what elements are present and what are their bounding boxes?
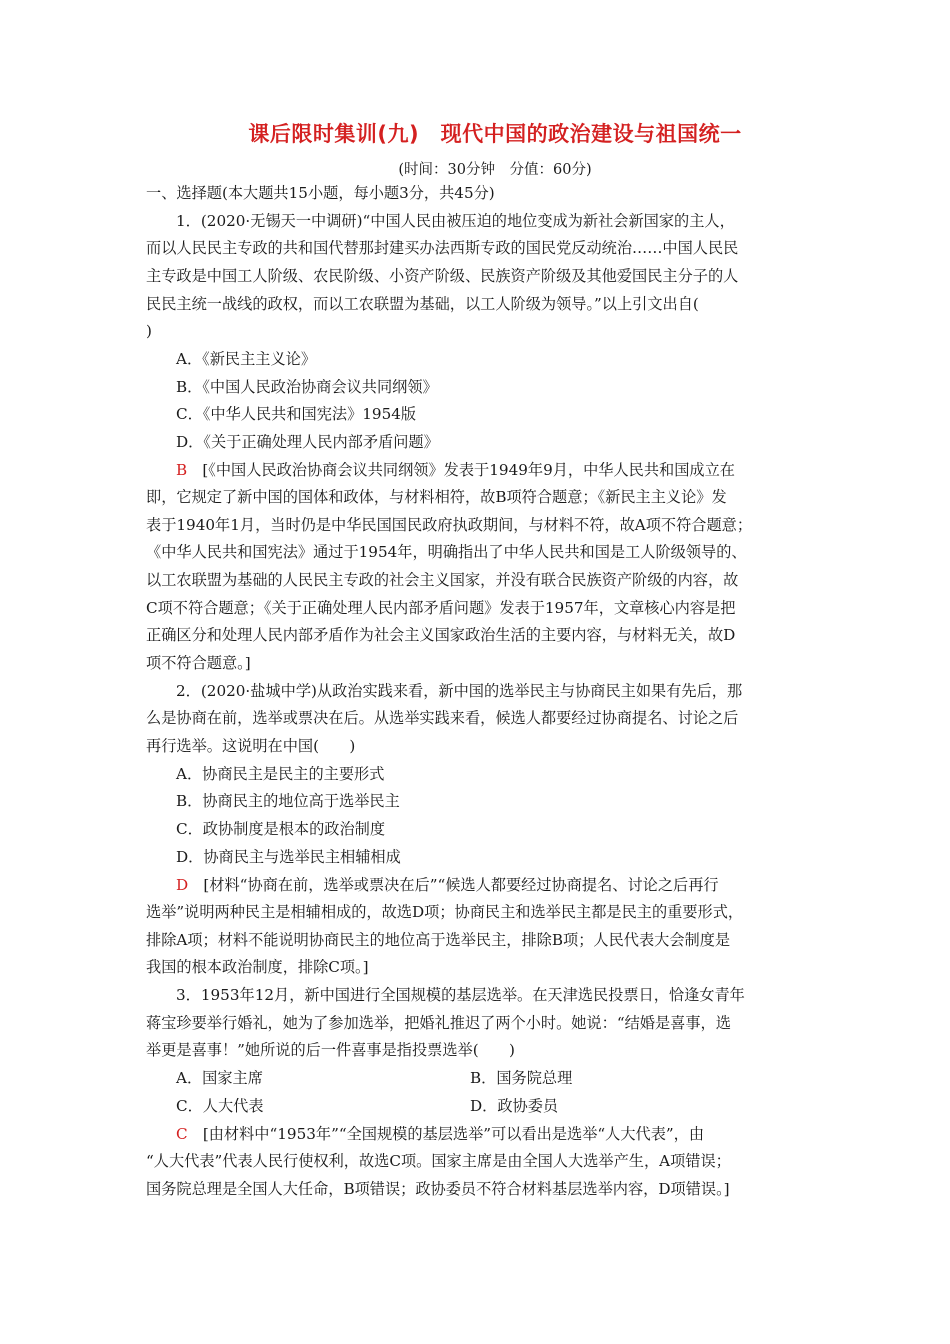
page-subtitle: (时间：30分钟 分值：60分): [398, 162, 592, 178]
question-1-explanation-line: 即，它规定了新中国的国体和政体，与材料相符，故B项符合题意；《新民主主义论》发: [146, 488, 727, 506]
question-3-stem-line: 蒋宝珍要举行婚礼，她为了参加选举，把婚礼推迟了两个小时。她说：“结婚是喜事，选: [146, 1014, 731, 1032]
question-1-explanation-line: C项不符合题意；《关于正确处理人民内部矛盾问题》发表于1957年，文章核心内容是把: [146, 599, 736, 617]
question-2-stem-line: 再行选举。这说明在中国( ): [146, 737, 356, 755]
question-1-stem-line: 1．(2020·无锡天一中调研)“中国人民由被压迫的地位变成为新社会新国家的主人，: [176, 212, 735, 230]
question-1-stem-line: 民民主统一战线的政权，而以工农联盟为基础，以工人阶级为领导。”以上引文出自(: [146, 295, 699, 313]
question-1-stem-line: ): [146, 322, 152, 340]
question-2-stem-line: 么是协商在前，选举或票决在后。从选举实践来看，候选人都要经过协商提名、讨论之后: [146, 709, 739, 727]
question-1-explanation-line: B [《中国人民政治协商会议共同纲领》发表于1949年9月，中华人民共和国成立在: [176, 461, 735, 479]
question-3-explanation-line: 国务院总理是全国人大任命，B项错误；政协委员不符合材料基层选举内容，D项错误。]: [146, 1180, 730, 1198]
question-2-option-d: D．协商民主与选举民主相辅相成: [176, 848, 401, 866]
question-1-stem-line: 主专政是中国工人阶级、农民阶级、小资产阶级、民族资产阶级及其他爱国民主分子的人: [146, 267, 739, 285]
question-2-option-c: C．政协制度是根本的政治制度: [176, 820, 386, 838]
question-3-stem-line: 举更是喜事！”她所说的后一件喜事是指投票选举( ): [146, 1041, 515, 1059]
question-3-option-a: A．国家主席: [176, 1069, 263, 1087]
page-title: 课后限时集训(九) 现代中国的政治建设与祖国统一: [248, 122, 742, 146]
question-1-explanation-line: 表于1940年1月，当时仍是中华民国国民政府执政期间，与材料不符，故A项不符合题意；: [146, 516, 753, 534]
question-2-explanation-line: 排除A项；材料不能说明协商民主的地位高于选举民主，排除B项；人民代表大会制度是: [146, 931, 731, 949]
question-1-option-b: B．《中国人民政治协商会议共同纲领》: [176, 378, 438, 396]
question-3-option-b: B．国务院总理: [470, 1069, 573, 1087]
question-1-option-c: C．《中华人民共和国宪法》1954版: [176, 405, 417, 423]
question-3-explanation-line: “人大代表”代表人民行使权利，故选C项。国家主席是由全国人大选举产生，A项错误；: [146, 1152, 731, 1170]
question-1-explanation-line: 正确区分和处理人民内部矛盾作为社会主义国家政治生活的主要内容，与材料无关，故D: [146, 626, 736, 644]
question-2-option-b: B．协商民主的地位高于选举民主: [176, 792, 400, 810]
question-2-option-a: A．协商民主是民主的主要形式: [176, 765, 385, 783]
question-3-answer: C: [176, 1125, 188, 1143]
question-2-explanation-line: D [材料“协商在前，选举或票决在后”“候选人都要经过协商提名、讨论之后再行: [176, 876, 719, 894]
question-1-explanation-line: 《中华人民共和国宪法》通过于1954年，明确指出了中华人民共和国是工人阶级领导的、: [146, 543, 747, 561]
question-3-stem-line: 3．1953年12月，新中国进行全国规模的基层选举。在天津选民投票日，恰逢女青年: [176, 986, 745, 1004]
question-1-option-a: A．《新民主主义论》: [176, 350, 317, 368]
question-1-answer: B: [176, 461, 188, 479]
question-2-explanation-line: 选举”说明两种民主是相辅相成的，故选D项；协商民主和选举民主都是民主的重要形式，: [146, 903, 744, 921]
question-3-option-c: C．人大代表: [176, 1097, 264, 1115]
question-3-option-d: D．政协委员: [470, 1097, 559, 1115]
question-1-explanation-line: 以工农联盟为基础的人民民主专政的社会主义国家，并没有联合民族资产阶级的内容，故: [146, 571, 739, 589]
question-2-answer: D: [176, 876, 189, 894]
question-3-explanation-line: C [由材料中“1953年”“全国规模的基层选举”可以看出是选举“人大代表”，由: [176, 1125, 705, 1143]
question-2-stem-line: 2．(2020·盐城中学)从政治实践来看，新中国的选举民主与协商民主如果有先后，那: [176, 682, 743, 700]
section-heading: 一、选择题(本大题共15小题，每小题3分，共45分): [146, 184, 495, 202]
question-2-explanation-line: 我国的根本政治制度，排除C项。]: [146, 958, 369, 976]
question-1-stem-line: 而以人民民主专政的共和国代替那封建买办法西斯专政的国民党反动统治……中国人民民: [146, 239, 739, 257]
question-1-option-d: D．《关于正确处理人民内部矛盾问题》: [176, 433, 439, 451]
question-1-explanation-line: 项不符合题意。]: [146, 654, 251, 672]
